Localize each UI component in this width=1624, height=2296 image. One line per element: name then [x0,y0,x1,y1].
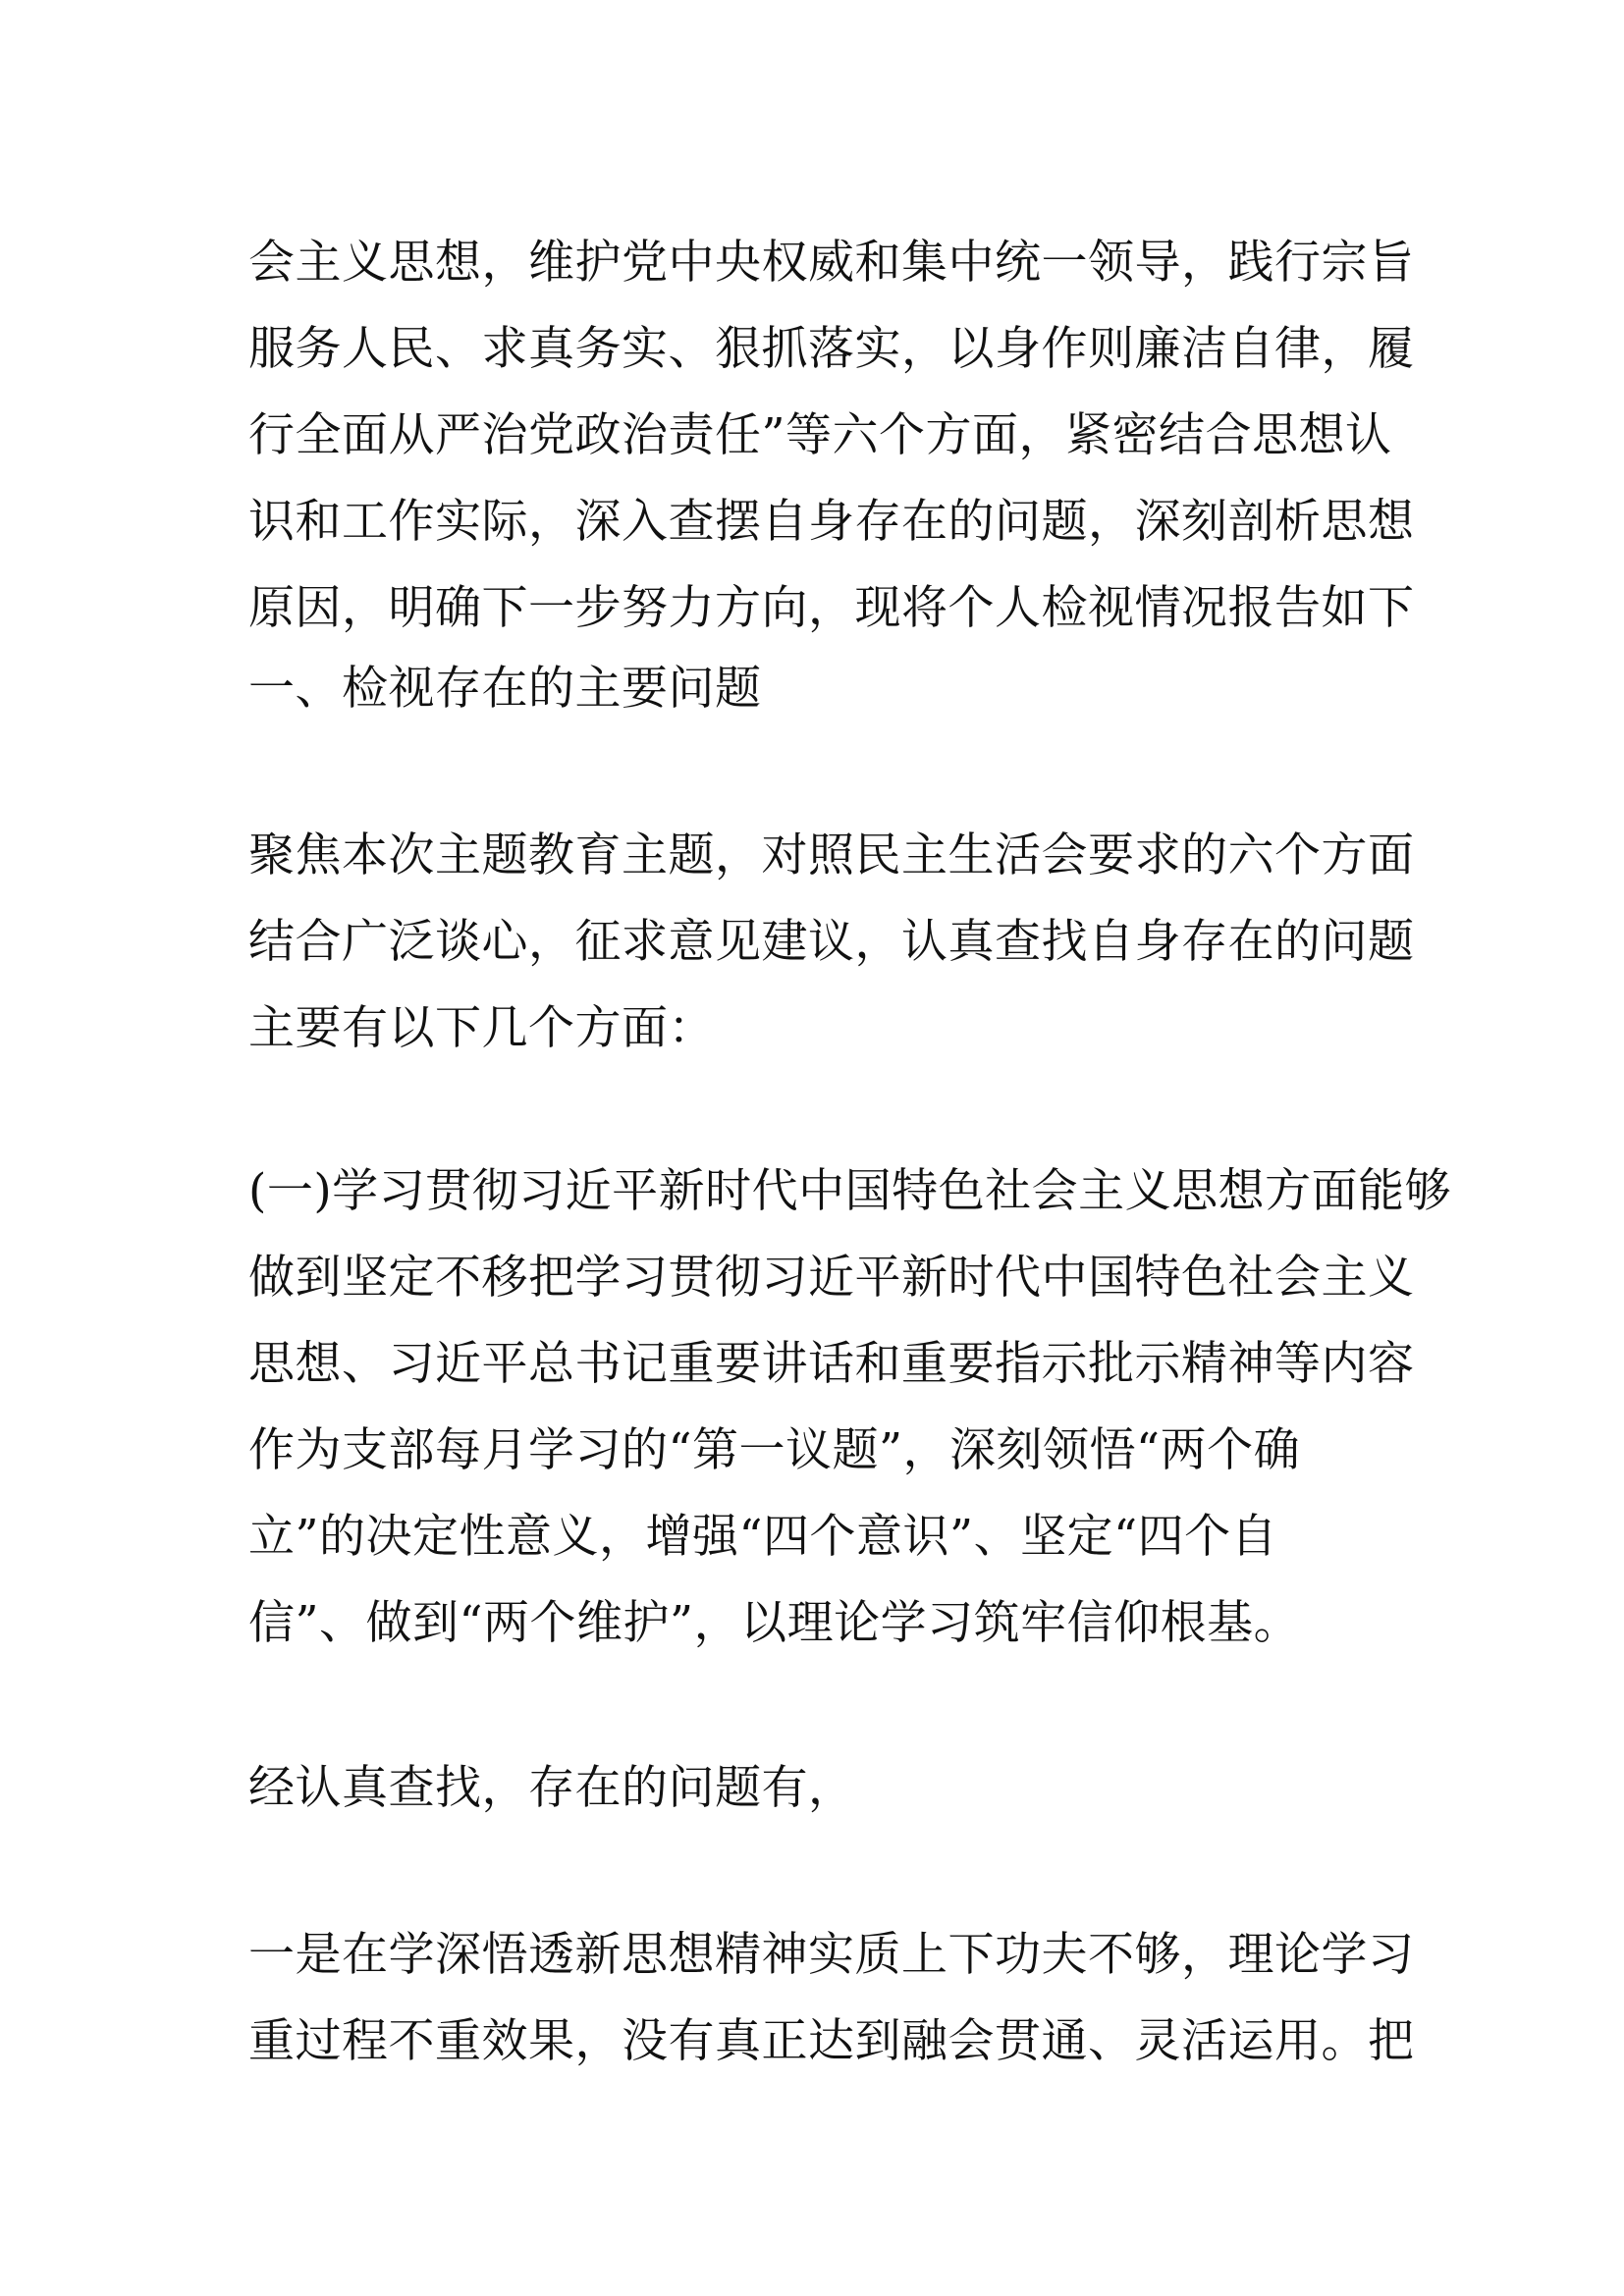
study-line-1: (一)学习贯彻习近平新时代中国特色社会主义思想方面能够 [248,1164,1452,1218]
problem-line-1: 一是在学深悟透新思想精神实质上下功夫不够，理论学习 [248,1928,1415,1982]
study-line-3: 思想、习近平总书记重要讲话和重要指示批示精神等内容 [248,1337,1415,1391]
study-line-4: 作为支部每月学习的“第一议题”，深刻领悟“两个确 [248,1423,1301,1477]
intro-line-5: 原因，明确下一步努力方向，现将个人检视情况报告如下 [248,581,1415,635]
intro-line-3: 行全面从严治党政治责任”等六个方面，紧密结合思想认 [248,408,1392,462]
study-line-6: 信”、做到“两个维护”，以理论学习筑牢信仰根基。 [248,1596,1301,1650]
section-heading: 一、检视存在的主要问题 [248,662,762,716]
study-line-2: 做到坚定不移把学习贯彻习近平新时代中国特色社会主义 [248,1251,1415,1305]
intro-line-2: 服务人民、求真务实、狠抓落实，以身作则廉洁自律，履 [248,322,1415,376]
found-paragraph: 经认真查找，存在的问题有， [248,1761,855,1815]
intro-line-1: 会主义思想，维护党中央权威和集中统一领导，践行宗旨 [248,236,1415,290]
problem-line-2: 重过程不重效果，没有真正达到融会贯通、灵活运用。把 [248,2014,1415,2068]
focus-line-3: 主要有以下几个方面： [248,1001,715,1055]
intro-line-4: 识和工作实际，深入查摆自身存在的问题，深刻剖析思想 [248,495,1415,549]
study-line-5: 立”的决定性意义，增强“四个意识”、坚定“四个自 [248,1510,1278,1564]
focus-line-1: 聚焦本次主题教育主题，对照民主生活会要求的六个方面 [248,828,1415,882]
focus-line-2: 结合广泛谈心，征求意见建议，认真查找自身存在的问题 [248,915,1415,969]
